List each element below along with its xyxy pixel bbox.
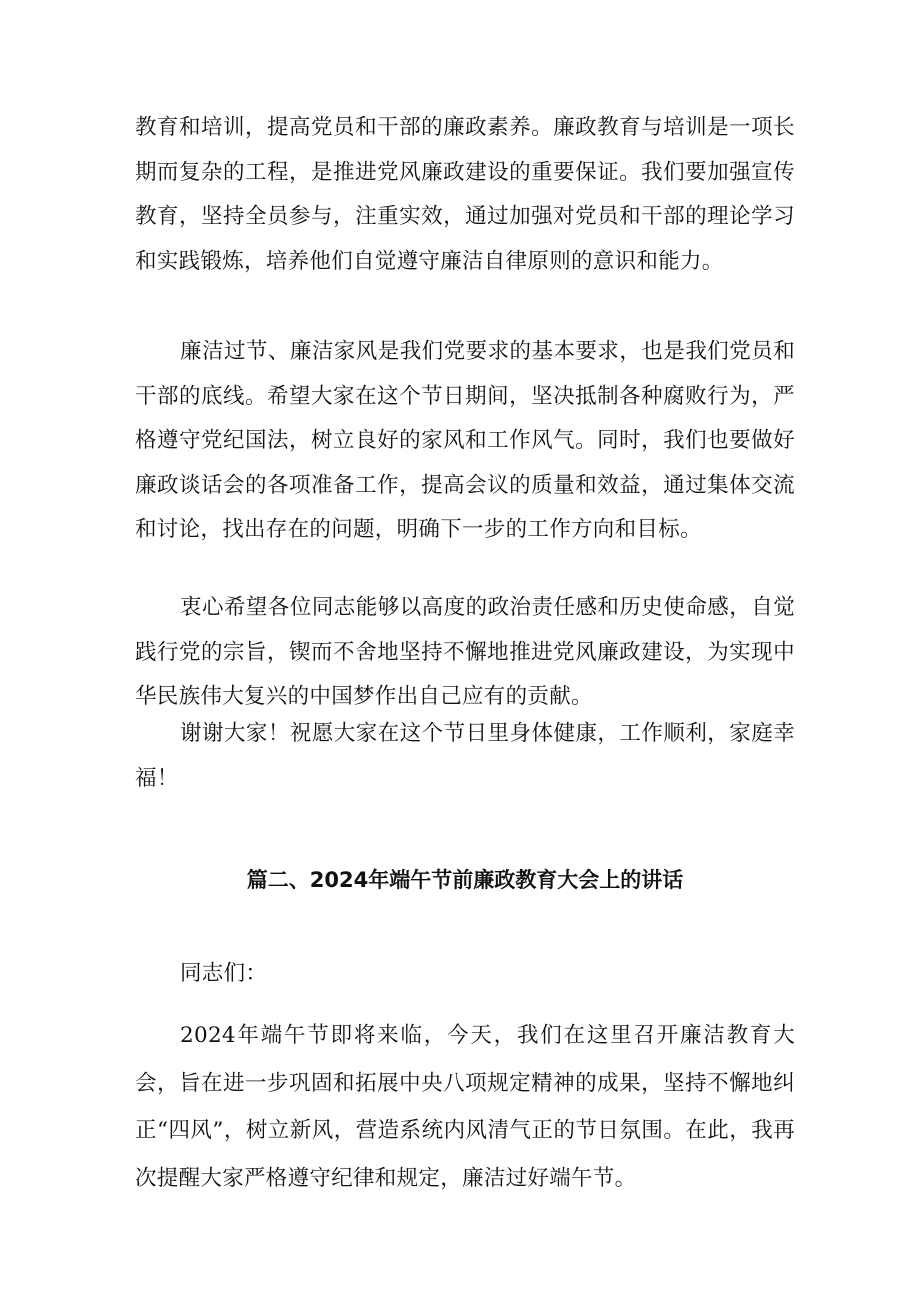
paragraph-thanks: 谢谢大家！祝愿大家在这个节日里身体健康，工作顺利，家庭幸福！ bbox=[135, 721, 795, 791]
paragraph-education-training: 教育和培训，提高党员和干部的廉政素养。廉政教育与培训是一项长期而复杂的工程，是推进党风廉政建设的重要保证。我们要加强宣传教育，坚持全员参与，注重实效，通过加强对党员和干部的理论学习和实践锻炼，培养他们自觉遵守廉洁自律原则的意识和能力。 bbox=[135, 115, 795, 274]
paragraph-clean-holiday: 廉洁过节、廉洁家风是我们党要求的基本要求，也是我们党员和干部的底线。希望大家在这个节日期间，坚决抵制各种腐败行为，严格遵守党纪国法，树立良好的家风和工作风气。同时，我们也要做好廉政谈话会的各项准备工作，提高会议的质量和效益，通过集体交流和讨论，找出存在的问题，明确下一步的工作方向和目标。 bbox=[135, 339, 795, 542]
paragraph-dragon-boat-intro: 2024年端午节即将来临，今天，我们在这里召开廉洁教育大会，旨在进一步巩固和拓展中央八项规定精神的成果，坚持不懈地纠正“四风”，树立新风，营造系统内风清气正的节日氛围。在此，我再次提醒大家严格遵守纪律和规定，廉洁过好端午节。 bbox=[135, 1023, 795, 1191]
section-title: 篇二、2024年端午节前廉政教育大会上的讲话 bbox=[246, 868, 684, 892]
greeting: 同志们： bbox=[180, 961, 268, 986]
paragraph-hope: 衷心希望各位同志能够以高度的政治责任感和历史使命感，自觉践行党的宗旨，锲而不舍地坚持不懈地推进党风廉政建设，为实现中华民族伟大复兴的中国梦作出自己应有的贡献。 bbox=[135, 595, 795, 709]
